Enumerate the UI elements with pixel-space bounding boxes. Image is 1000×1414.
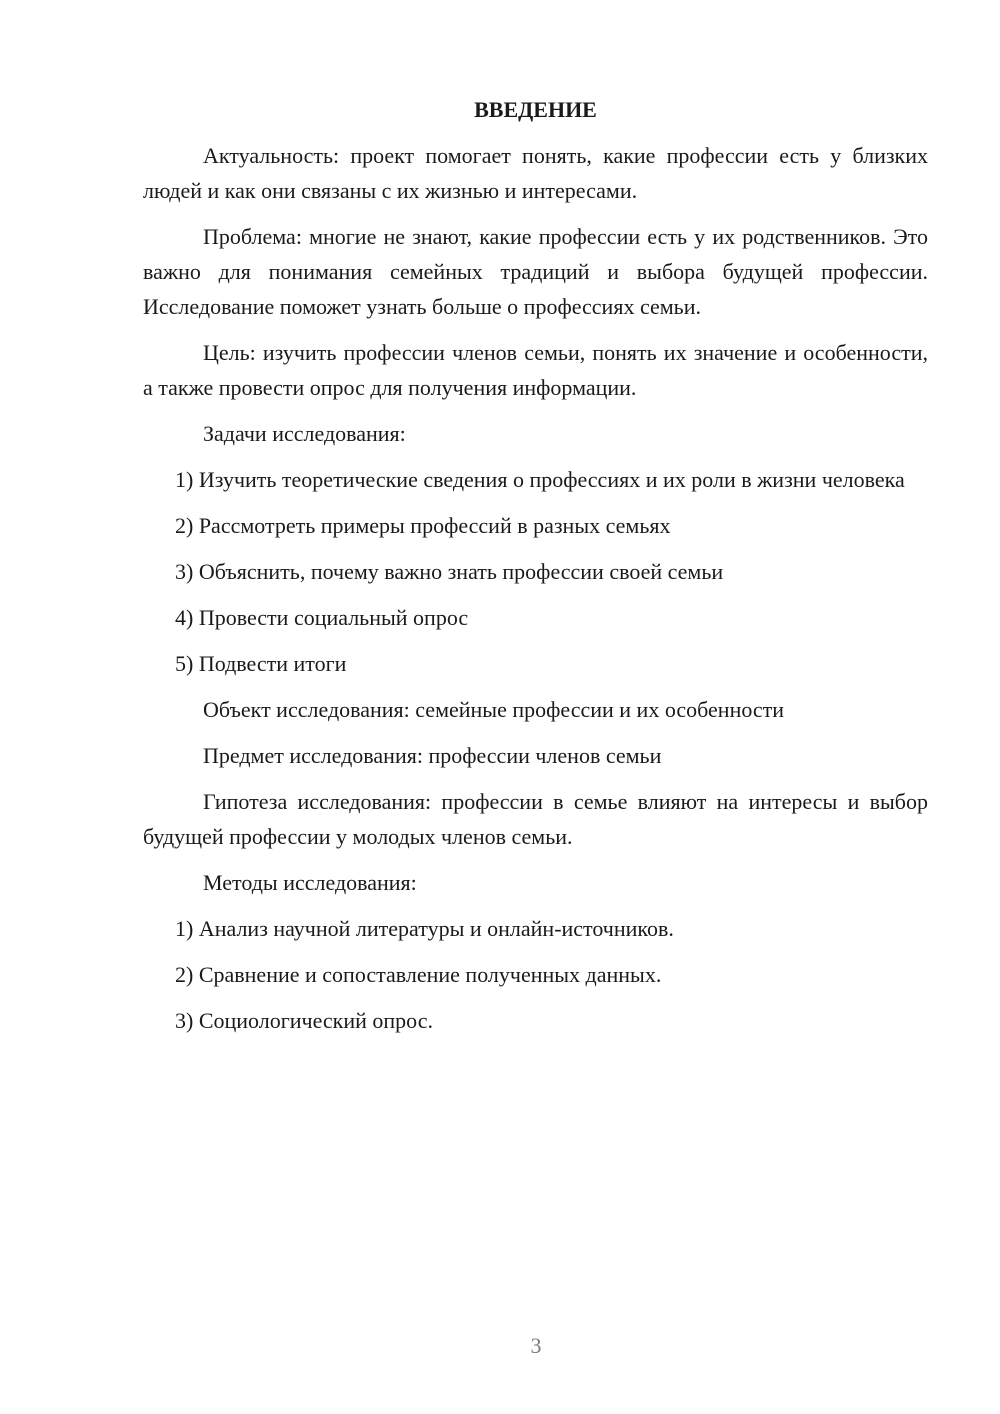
- method-item: 3) Социологический опрос.: [175, 1008, 433, 1033]
- task-item: 5) Подвести итоги: [175, 651, 347, 676]
- relevance-paragraph: Актуальность: проект помогает понять, какие профессии есть у близких людей и как они связаны с их жизнью и интересами.: [143, 143, 928, 203]
- document-body: [143, 92, 928, 1049]
- tasks-title: Задачи исследования:: [203, 421, 406, 446]
- method-item: 1) Анализ научной литературы и онлайн-источников.: [175, 916, 674, 941]
- section-heading: ВВЕДЕНИЕ: [474, 97, 597, 122]
- methods-title: Методы исследования:: [203, 870, 417, 895]
- object-paragraph: Объект исследования: семейные профессии и их особенности: [203, 697, 785, 722]
- task-item: 4) Провести социальный опрос: [175, 605, 469, 630]
- method-item: 2) Сравнение и сопоставление полученных данных.: [175, 962, 662, 987]
- hypothesis-paragraph: Гипотеза исследования: профессии в семье влияют на интересы и выбор будущей профессии у молодых членов семьи.: [143, 789, 928, 849]
- page-number: 3: [530, 1333, 542, 1358]
- task-item: 1) Изучить теоретические сведения о профессиях и их роли в жизни человека: [175, 467, 905, 492]
- subject-paragraph: Предмет исследования: профессии членов семьи: [203, 743, 662, 768]
- goal-paragraph: Цель: изучить профессии членов семьи, понять их значение и особенности, а также провести опрос для получения информации.: [143, 340, 928, 400]
- task-item: 2) Рассмотреть примеры профессий в разных семьях: [175, 513, 671, 538]
- problem-paragraph: Проблема: многие не знают, какие профессии есть у их родственников. Это важно для понимания семейных традиций и выбора будущей профессии. Исследование поможет узнать больше о профессиях семьи.: [143, 224, 928, 319]
- task-item: 3) Объяснить, почему важно знать профессии своей семьи: [175, 559, 724, 584]
